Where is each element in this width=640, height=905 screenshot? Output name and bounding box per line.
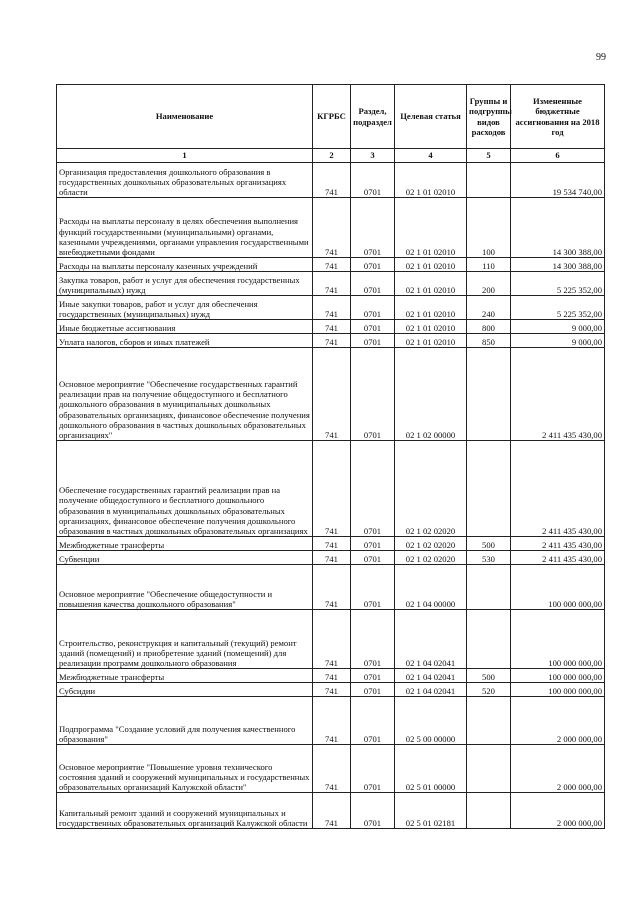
row-name: Межбюджетные трансферты (57, 669, 313, 683)
page-number: 99 (596, 52, 606, 63)
row-amount: 2 411 435 430,00 (511, 537, 605, 551)
header-groups: Группы и подгруппы видов расходов (467, 85, 511, 149)
row-section: 0701 (351, 320, 395, 334)
table-row (57, 348, 605, 441)
row-amount: 2 411 435 430,00 (511, 441, 605, 537)
row-section: 0701 (351, 258, 395, 272)
table-row (57, 551, 605, 565)
row-target: 02 1 04 02041 (395, 683, 467, 697)
row-kgrbs: 741 (313, 163, 351, 198)
row-section: 0701 (351, 334, 395, 348)
row-amount: 2 000 000,00 (511, 697, 605, 745)
table-row (57, 697, 605, 745)
row-target: 02 1 02 00000 (395, 348, 467, 441)
row-group: 110 (467, 258, 511, 272)
row-group: 500 (467, 669, 511, 683)
row-section: 0701 (351, 348, 395, 441)
row-amount: 14 300 388,00 (511, 198, 605, 258)
row-group (467, 348, 511, 441)
row-target: 02 1 01 02010 (395, 198, 467, 258)
row-amount: 9 000,00 (511, 334, 605, 348)
row-section: 0701 (351, 745, 395, 793)
row-amount: 9 000,00 (511, 320, 605, 334)
row-group (467, 565, 511, 610)
row-target: 02 1 01 02010 (395, 334, 467, 348)
row-kgrbs: 741 (313, 334, 351, 348)
row-section: 0701 (351, 296, 395, 320)
row-section: 0701 (351, 163, 395, 198)
row-amount: 19 534 740,00 (511, 163, 605, 198)
row-section: 0701 (351, 793, 395, 829)
table-row (57, 610, 605, 669)
row-section: 0701 (351, 272, 395, 296)
row-kgrbs: 741 (313, 669, 351, 683)
row-group: 850 (467, 334, 511, 348)
row-kgrbs: 741 (313, 551, 351, 565)
row-amount: 2 411 435 430,00 (511, 551, 605, 565)
row-target: 02 1 02 02020 (395, 441, 467, 537)
header-target: Целевая статья (395, 85, 467, 149)
row-amount: 2 411 435 430,00 (511, 348, 605, 441)
row-target: 02 5 00 00000 (395, 697, 467, 745)
header-name: Наименование (57, 85, 313, 149)
row-name: Уплата налогов, сборов и иных платежей (57, 334, 313, 348)
row-target: 02 1 04 00000 (395, 565, 467, 610)
row-kgrbs: 741 (313, 565, 351, 610)
row-group: 520 (467, 683, 511, 697)
row-amount: 100 000 000,00 (511, 669, 605, 683)
row-name: Капитальный ремонт зданий и сооружений муниципальных и государственных образовательных организаций Калужской области (57, 793, 313, 829)
row-target: 02 1 04 02041 (395, 610, 467, 669)
row-target: 02 1 01 02010 (395, 320, 467, 334)
row-group: 500 (467, 537, 511, 551)
row-group: 200 (467, 272, 511, 296)
row-amount: 100 000 000,00 (511, 565, 605, 610)
table-row (57, 683, 605, 697)
row-group (467, 163, 511, 198)
row-name: Строительство, реконструкция и капитальный (текущий) ремонт зданий (помещений) и приобретение зданий (помещений) для реализации программ дошкольного образования (57, 610, 313, 669)
row-group (467, 793, 511, 829)
column-number-row (57, 149, 605, 163)
row-kgrbs: 741 (313, 258, 351, 272)
row-kgrbs: 741 (313, 198, 351, 258)
row-section: 0701 (351, 198, 395, 258)
row-name: Основное мероприятие "Обеспечение государственных гарантий реализации прав на получение общедоступного и бесплатного дошкольного образования в муниципальных дошкольных образовательных организациях, финансовое обеспечение получения дошкольного образования в частных дошкольных образовательных организациях" (57, 348, 313, 441)
row-target: 02 5 01 02181 (395, 793, 467, 829)
row-target: 02 1 01 02010 (395, 163, 467, 198)
table-row (57, 334, 605, 348)
table-row (57, 272, 605, 296)
table-row (57, 441, 605, 537)
row-section: 0701 (351, 610, 395, 669)
row-amount: 100 000 000,00 (511, 683, 605, 697)
row-section: 0701 (351, 537, 395, 551)
row-target: 02 1 02 02020 (395, 551, 467, 565)
row-name: Расходы на выплаты персоналу казенных учреждений (57, 258, 313, 272)
row-section: 0701 (351, 565, 395, 610)
row-section: 0701 (351, 683, 395, 697)
row-group: 800 (467, 320, 511, 334)
row-group (467, 610, 511, 669)
table-row (57, 565, 605, 610)
row-section: 0701 (351, 551, 395, 565)
column-number: 1 (57, 149, 313, 163)
row-target: 02 5 01 00000 (395, 745, 467, 793)
row-name: Закупка товаров, работ и услуг для обеспечения государственных (муниципальных) нужд (57, 272, 313, 296)
row-kgrbs: 741 (313, 441, 351, 537)
header-amount: Измененные бюджетные ассигнования на 2018 год (511, 85, 605, 149)
row-kgrbs: 741 (313, 272, 351, 296)
row-kgrbs: 741 (313, 745, 351, 793)
row-kgrbs: 741 (313, 610, 351, 669)
header-section: Раздел, подраздел (351, 85, 395, 149)
row-group (467, 745, 511, 793)
table-row (57, 793, 605, 829)
row-name: Иные бюджетные ассигнования (57, 320, 313, 334)
row-kgrbs: 741 (313, 537, 351, 551)
row-section: 0701 (351, 697, 395, 745)
row-group (467, 697, 511, 745)
column-number: 5 (467, 149, 511, 163)
row-group: 100 (467, 198, 511, 258)
column-number: 3 (351, 149, 395, 163)
row-target: 02 1 04 02041 (395, 669, 467, 683)
table-row (57, 745, 605, 793)
row-group: 530 (467, 551, 511, 565)
row-amount: 14 300 388,00 (511, 258, 605, 272)
row-name: Иные закупки товаров, работ и услуг для обеспечения государственных (муниципальных) нужд (57, 296, 313, 320)
header-kgrbs: КГРБС (313, 85, 351, 149)
table-row (57, 163, 605, 198)
row-name: Субвенции (57, 551, 313, 565)
column-number: 2 (313, 149, 351, 163)
row-name: Межбюджетные трансферты (57, 537, 313, 551)
row-kgrbs: 741 (313, 683, 351, 697)
table-row (57, 669, 605, 683)
row-name: Субсидии (57, 683, 313, 697)
row-name: Основное мероприятие "Обеспечение общедоступности и повышения качества дошкольного образования" (57, 565, 313, 610)
table-row (57, 320, 605, 334)
row-kgrbs: 741 (313, 697, 351, 745)
row-kgrbs: 741 (313, 348, 351, 441)
row-name: Подпрограмма "Создание условий для получения качественного образования" (57, 697, 313, 745)
column-number: 4 (395, 149, 467, 163)
row-target: 02 1 02 02020 (395, 537, 467, 551)
table-row (57, 258, 605, 272)
row-amount: 100 000 000,00 (511, 610, 605, 669)
row-target: 02 1 01 02010 (395, 272, 467, 296)
budget-table (56, 84, 605, 829)
header-row (57, 85, 605, 149)
row-section: 0701 (351, 441, 395, 537)
column-number: 6 (511, 149, 605, 163)
row-group: 240 (467, 296, 511, 320)
row-amount: 5 225 352,00 (511, 272, 605, 296)
row-kgrbs: 741 (313, 793, 351, 829)
row-name: Обеспечение государственных гарантий реализации прав на получение общедоступного и бесплатного дошкольного образования в муниципальных дошкольных образовательных организациях, финансовое обеспечение получения дошкольного образования в частных дошкольных образовательных организациях (57, 441, 313, 537)
row-name: Основное мероприятие "Повышение уровня технического состояния зданий и сооружений муниципальных и государственных образовательных организаций Калужской области" (57, 745, 313, 793)
row-amount: 2 000 000,00 (511, 793, 605, 829)
table-row (57, 198, 605, 258)
row-kgrbs: 741 (313, 296, 351, 320)
row-name: Организация предоставления дошкольного образования в государственных дошкольных образовательных организациях области (57, 163, 313, 198)
row-amount: 5 225 352,00 (511, 296, 605, 320)
row-section: 0701 (351, 669, 395, 683)
row-name: Расходы на выплаты персоналу в целях обеспечения выполнения функций государственными (муниципальными) органами, казенными учреждениями, органами управления государственными внебюджетными фондами (57, 198, 313, 258)
row-target: 02 1 01 02010 (395, 258, 467, 272)
row-kgrbs: 741 (313, 320, 351, 334)
table-row (57, 537, 605, 551)
row-group (467, 441, 511, 537)
row-amount: 2 000 000,00 (511, 745, 605, 793)
table-row (57, 296, 605, 320)
row-target: 02 1 01 02010 (395, 296, 467, 320)
